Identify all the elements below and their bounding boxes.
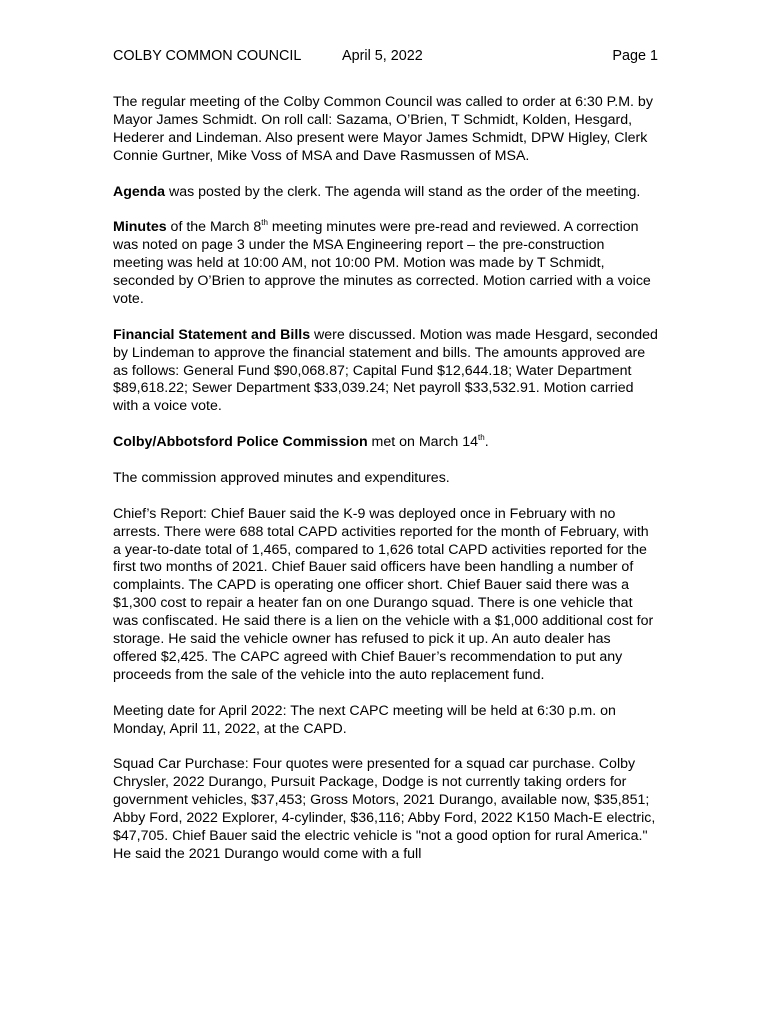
squad-car-paragraph: Squad Car Purchase: Four quotes were presented for a squad car purchase. Colby Chrysler, 2022 Durango, Pursuit Package, Dodge is not currently taking orders for government vehicles, $37,453; Gross Motors, 2021 Durango, available now, $35,851; Abby Ford, 2022 Explorer, 4-cylinder, $36,116; Abby Ford, 2022 K150 Mach-E electric, $47,705. Chief Bauer said the electric vehicle is "not a good option for rural America." He said the 2021 Durango would come with a full (113, 756, 656, 862)
header-organization: COLBY COMMON COUNCIL (113, 48, 302, 64)
minutes-paragraph (113, 219, 658, 309)
document-body (113, 94, 658, 864)
police-commission-post: . (484, 434, 489, 451)
financial-text: were discussed. Motion was made Hesgard, seconded by Lindeman to approve the financial statement and bills. The amounts approved are as follows: General Fund $90,068.87; Capital Fund $12,644.18; Water Department $89,618.22; Sewer Department $33,039.24; Net payroll $33,532.91. Motion carried with a voice vote. (113, 326, 658, 415)
header-page-number: Page 1 (612, 48, 658, 64)
police-commission-heading: Colby/Abbotsford Police Commission (113, 434, 368, 451)
police-commission-superscript: th (478, 433, 485, 443)
chief-report-paragraph: Chief’s Report: Chief Bauer said the K-9 was deployed once in February with no arrests. There were 688 total CAPD activities reported for the month of February, with a year-to-date total of 1,465, compared to 1,626 total CAPD activities reported for the first two months of 2021. Chief Bauer said officers have been handling a number of complaints. The CAPD is operating one officer short. Chief Bauer said there was a $1,300 cost to repair a heater fan on one Durango squad. There is one vehicle that was confiscated. He said there is a lien on the vehicle with a $1,000 additional cost for storage. He said the vehicle owner has refused to pick it up. An auto dealer has offered $2,425. The CAPC agreed with Chief Bauer’s recommendation to put any proceeds from the sale of the vehicle into the auto replacement fund. (113, 505, 654, 683)
agenda-heading: Agenda (113, 183, 166, 200)
opening-paragraph: The regular meeting of the Colby Common Council was called to order at 6:30 P.M. by Mayor James Schmidt. On roll call: Sazama, O’Brien, T Schmidt, Kolden, Hesgard, Hederer and Lindeman. Also present were Mayor James Schmidt, DPW Higley, Clerk Connie Gurtner, Mike Voss of MSA and Dave Rasmussen of MSA. (113, 94, 653, 164)
minutes-text: meeting minutes were pre-read and reviewed. A correction was noted on page 3 under the MSA Engineering report – the pre-construction meeting was held at 10:00 AM, not 10:00 PM. Motion was made by T Schmidt, seconded by O’Brien to approve the minutes as corrected. Motion carried with a voice vote. (113, 219, 651, 307)
agenda-text: was posted by the clerk. The agenda will stand as the order of the meeting. (165, 183, 641, 200)
minutes-heading: Minutes (113, 219, 167, 236)
commission-paragraph: The commission approved minutes and expenditures. (113, 469, 450, 486)
police-commission-paragraph (113, 434, 658, 452)
meeting-date-paragraph: Meeting date for April 2022: The next CAPC meeting will be held at 6:30 p.m. on Monday, April 11, 2022, at the CAPD. (113, 702, 616, 737)
header-date: April 5, 2022 (342, 48, 423, 64)
document-page (113, 46, 658, 882)
page-header (113, 46, 658, 66)
minutes-pre: of the March 8 (166, 219, 262, 236)
police-commission-pre: met on March 14 (367, 434, 479, 451)
financial-heading: Financial Statement and Bills (113, 326, 311, 343)
financial-paragraph (113, 327, 658, 417)
agenda-paragraph (113, 184, 658, 202)
minutes-superscript: th (261, 218, 268, 228)
